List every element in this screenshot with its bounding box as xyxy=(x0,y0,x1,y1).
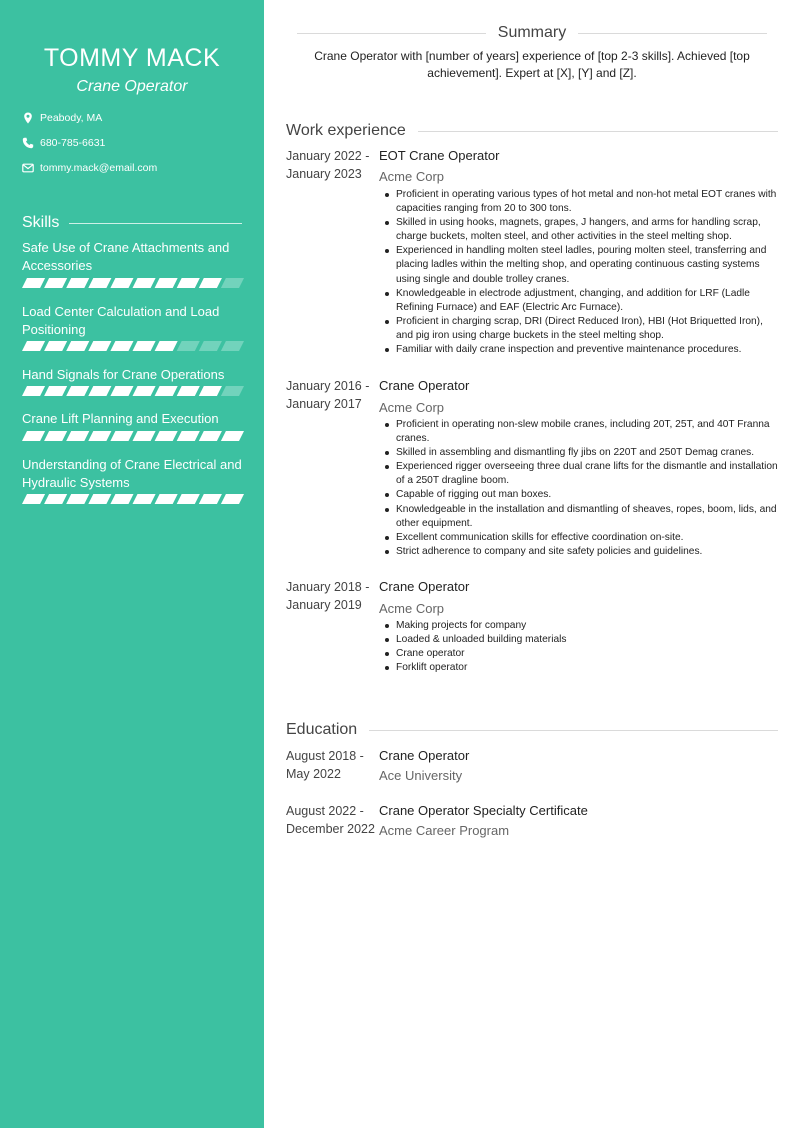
education-heading-rule xyxy=(369,730,778,731)
job-0-bullet-3: Knowledgeable in electrode adjustment, changing, and addition for LRF (Ladle Refining Furnace) and EAF (Electric Arc Furnace). xyxy=(396,287,780,315)
email-text[interactable]: tommy.mack@email.com xyxy=(40,162,158,174)
location-pin-icon xyxy=(22,112,34,124)
edu-1-date-start: August 2022 - xyxy=(286,804,364,818)
skills-heading xyxy=(22,214,242,232)
envelope-icon xyxy=(22,162,34,174)
skill-0-segment-8 xyxy=(199,278,222,288)
education-heading xyxy=(286,721,778,739)
edu-0-date-start: August 2018 - xyxy=(286,749,364,763)
skill-4-segment-0 xyxy=(22,494,45,504)
skill-0-segment-0 xyxy=(22,278,45,288)
skill-2-segment-5 xyxy=(133,386,156,396)
skill-label-3: Crane Lift Planning and Execution xyxy=(22,411,219,426)
skill-4-segment-5 xyxy=(133,494,156,504)
summary-heading xyxy=(297,24,767,42)
edu-0-title: Crane Operator xyxy=(379,748,470,763)
work-heading-rule xyxy=(418,131,778,132)
job-2-title: Crane Operator xyxy=(379,579,470,594)
job-1-bullet-0: Proficient in operating non-slew mobile cranes, including 20T, 25T, and 40T Franna cranes. xyxy=(396,418,780,446)
skill-4-segment-9 xyxy=(221,494,244,504)
skill-4-segment-6 xyxy=(155,494,178,504)
job-1-company: Acme Corp xyxy=(379,400,445,415)
job-1-bullet-3: Capable of rigging out man boxes. xyxy=(396,488,780,502)
skills-heading-rule xyxy=(69,223,242,224)
job-1-date-end: January 2017 xyxy=(286,397,362,411)
skill-1-segment-2 xyxy=(66,341,89,351)
skill-4-segment-8 xyxy=(199,494,222,504)
summary-rule-left xyxy=(297,33,486,34)
skill-3-segment-6 xyxy=(155,431,178,441)
skill-rating-bar-2 xyxy=(22,386,244,396)
skill-2-segment-6 xyxy=(155,386,178,396)
job-1-bullets xyxy=(396,418,780,559)
skill-0-segment-6 xyxy=(155,278,178,288)
job-0-bullets xyxy=(396,188,780,357)
job-0-title: EOT Crane Operator xyxy=(379,148,500,163)
skill-3-segment-9 xyxy=(221,431,244,441)
candidate-name: TOMMY MACK xyxy=(43,44,221,72)
skill-1-segment-0 xyxy=(22,341,45,351)
job-0-bullet-0: Proficient in operating various types of hot metal and non-hot metal EOT cranes with capacities ranging from 20 to 300 tons. xyxy=(396,188,780,216)
location-text: Peabody, MA xyxy=(40,112,103,124)
edu-1-school: Acme Career Program xyxy=(379,823,510,838)
job-2-date-start: January 2018 - xyxy=(286,580,370,594)
skill-label-1: Load Center Calculation and Load Positioning xyxy=(22,304,220,337)
skill-1-segment-1 xyxy=(44,341,67,351)
skill-2-segment-8 xyxy=(199,386,222,396)
job-0-date-end: January 2023 xyxy=(286,167,362,181)
edu-1-title: Crane Operator Specialty Certificate xyxy=(379,803,588,818)
job-2-bullet-0: Making projects for company xyxy=(396,619,780,633)
summary-rule-right xyxy=(578,33,767,34)
job-2-bullet-2: Crane operator xyxy=(396,647,780,661)
skill-3-segment-4 xyxy=(110,431,133,441)
skill-label-0: Safe Use of Crane Attachments and Accessories xyxy=(22,240,230,273)
skill-label-2: Hand Signals for Crane Operations xyxy=(22,367,225,382)
skill-4-segment-7 xyxy=(177,494,200,504)
edu-1-dates xyxy=(286,802,378,838)
skill-2-segment-9 xyxy=(221,386,244,396)
skill-1-segment-7 xyxy=(177,341,200,351)
job-1-bullet-6: Strict adherence to company and site safety policies and guidelines. xyxy=(396,545,780,559)
phone-text: 680-785-6631 xyxy=(40,137,106,149)
skill-1-segment-8 xyxy=(199,341,222,351)
skill-2-segment-3 xyxy=(88,386,111,396)
skill-4-segment-1 xyxy=(44,494,67,504)
skill-0-segment-9 xyxy=(221,278,244,288)
skill-2-segment-0 xyxy=(22,386,45,396)
job-1-title: Crane Operator xyxy=(379,378,470,393)
job-2-dates xyxy=(286,578,378,614)
education-heading-label: Education xyxy=(286,721,358,738)
job-0-bullet-2: Experienced in handling molten steel ladles, pouring molten steel, transferring and placing ladles within the melting shop, and operating continuous casting systems using single and double trolley cranes. xyxy=(396,244,780,286)
edu-0-school: Ace University xyxy=(379,768,463,783)
job-1-bullet-2: Experienced rigger overseeing three dual crane lifts for the dismantle and installation of a 250T dragline boom. xyxy=(396,460,780,488)
contact-location xyxy=(22,112,102,124)
edu-1-date-end: December 2022 xyxy=(286,822,375,836)
job-0-bullet-5: Familiar with daily crane inspection and preventive maintenance procedures. xyxy=(396,343,780,357)
skill-0-segment-5 xyxy=(133,278,156,288)
skill-1-segment-9 xyxy=(221,341,244,351)
skill-3-segment-5 xyxy=(133,431,156,441)
skill-1-segment-4 xyxy=(110,341,133,351)
skill-0-segment-1 xyxy=(44,278,67,288)
job-0-bullet-1: Skilled in using hooks, magnets, grapes, J hangers, and arms for handling scrap, charge buckets, molten steel, and other activities in the steel melting shop. xyxy=(396,216,780,244)
skill-1-segment-6 xyxy=(155,341,178,351)
skill-2-segment-7 xyxy=(177,386,200,396)
job-1-dates xyxy=(286,377,378,413)
skill-3-segment-8 xyxy=(199,431,222,441)
job-2-company: Acme Corp xyxy=(379,601,445,616)
job-1-bullet-5: Excellent communication skills for effective coordination on-site. xyxy=(396,531,780,545)
job-1-bullet-1: Skilled in assembling and dismantling fly jibs on 220T and 250T Demag cranes. xyxy=(396,446,780,460)
skill-3-segment-1 xyxy=(44,431,67,441)
summary-text: Crane Operator with [number of years] experience of [top 2-3 skills]. Achieved [top achievement]. Expert at [X], [Y] and [Z]. xyxy=(314,49,750,80)
job-0-company: Acme Corp xyxy=(379,169,445,184)
edu-0-date-end: May 2022 xyxy=(286,767,341,781)
skill-0-segment-2 xyxy=(66,278,89,288)
work-heading xyxy=(286,122,778,140)
sidebar xyxy=(0,0,264,1128)
candidate-role: Crane Operator xyxy=(76,78,188,95)
skill-2-segment-4 xyxy=(110,386,133,396)
contact-phone xyxy=(22,137,105,149)
skill-2-segment-1 xyxy=(44,386,67,396)
phone-icon xyxy=(22,137,34,149)
skill-rating-bar-4 xyxy=(22,494,244,504)
skill-label-4: Understanding of Crane Electrical and Hydraulic Systems xyxy=(22,457,242,490)
skill-4-segment-2 xyxy=(66,494,89,504)
skill-3-segment-7 xyxy=(177,431,200,441)
skill-3-segment-3 xyxy=(88,431,111,441)
skill-rating-bar-0 xyxy=(22,278,244,288)
job-2-bullet-3: Forklift operator xyxy=(396,661,780,675)
job-2-bullet-1: Loaded & unloaded building materials xyxy=(396,633,780,647)
skills-heading-label: Skills xyxy=(22,214,60,231)
summary-heading-label: Summary xyxy=(497,24,567,41)
job-1-bullet-4: Knowledgeable in the installation and dismantling of sheaves, ropes, boom, lids, and other equipment. xyxy=(396,503,780,531)
skill-4-segment-3 xyxy=(88,494,111,504)
skill-1-segment-3 xyxy=(88,341,111,351)
job-0-bullet-4: Proficient in charging scrap, DRI (Direct Reduced Iron), HBI (Hot Briquetted Iron), and pig iron using charge buckets in the steel melting shop. xyxy=(396,315,780,343)
main-content xyxy=(264,0,800,1128)
skill-2-segment-2 xyxy=(66,386,89,396)
skill-0-segment-4 xyxy=(110,278,133,288)
skill-0-segment-3 xyxy=(88,278,111,288)
contact-email xyxy=(22,162,157,174)
skill-3-segment-0 xyxy=(22,431,45,441)
work-heading-label: Work experience xyxy=(286,122,406,139)
edu-0-dates xyxy=(286,747,378,783)
skill-rating-bar-1 xyxy=(22,341,244,351)
job-0-dates xyxy=(286,147,378,183)
job-0-date-start: January 2022 - xyxy=(286,149,370,163)
job-2-bullets xyxy=(396,619,780,675)
skill-4-segment-4 xyxy=(110,494,133,504)
skill-rating-bar-3 xyxy=(22,431,244,441)
skill-3-segment-2 xyxy=(66,431,89,441)
skill-0-segment-7 xyxy=(177,278,200,288)
job-1-date-start: January 2016 - xyxy=(286,379,370,393)
job-2-date-end: January 2019 xyxy=(286,598,362,612)
skill-1-segment-5 xyxy=(133,341,156,351)
